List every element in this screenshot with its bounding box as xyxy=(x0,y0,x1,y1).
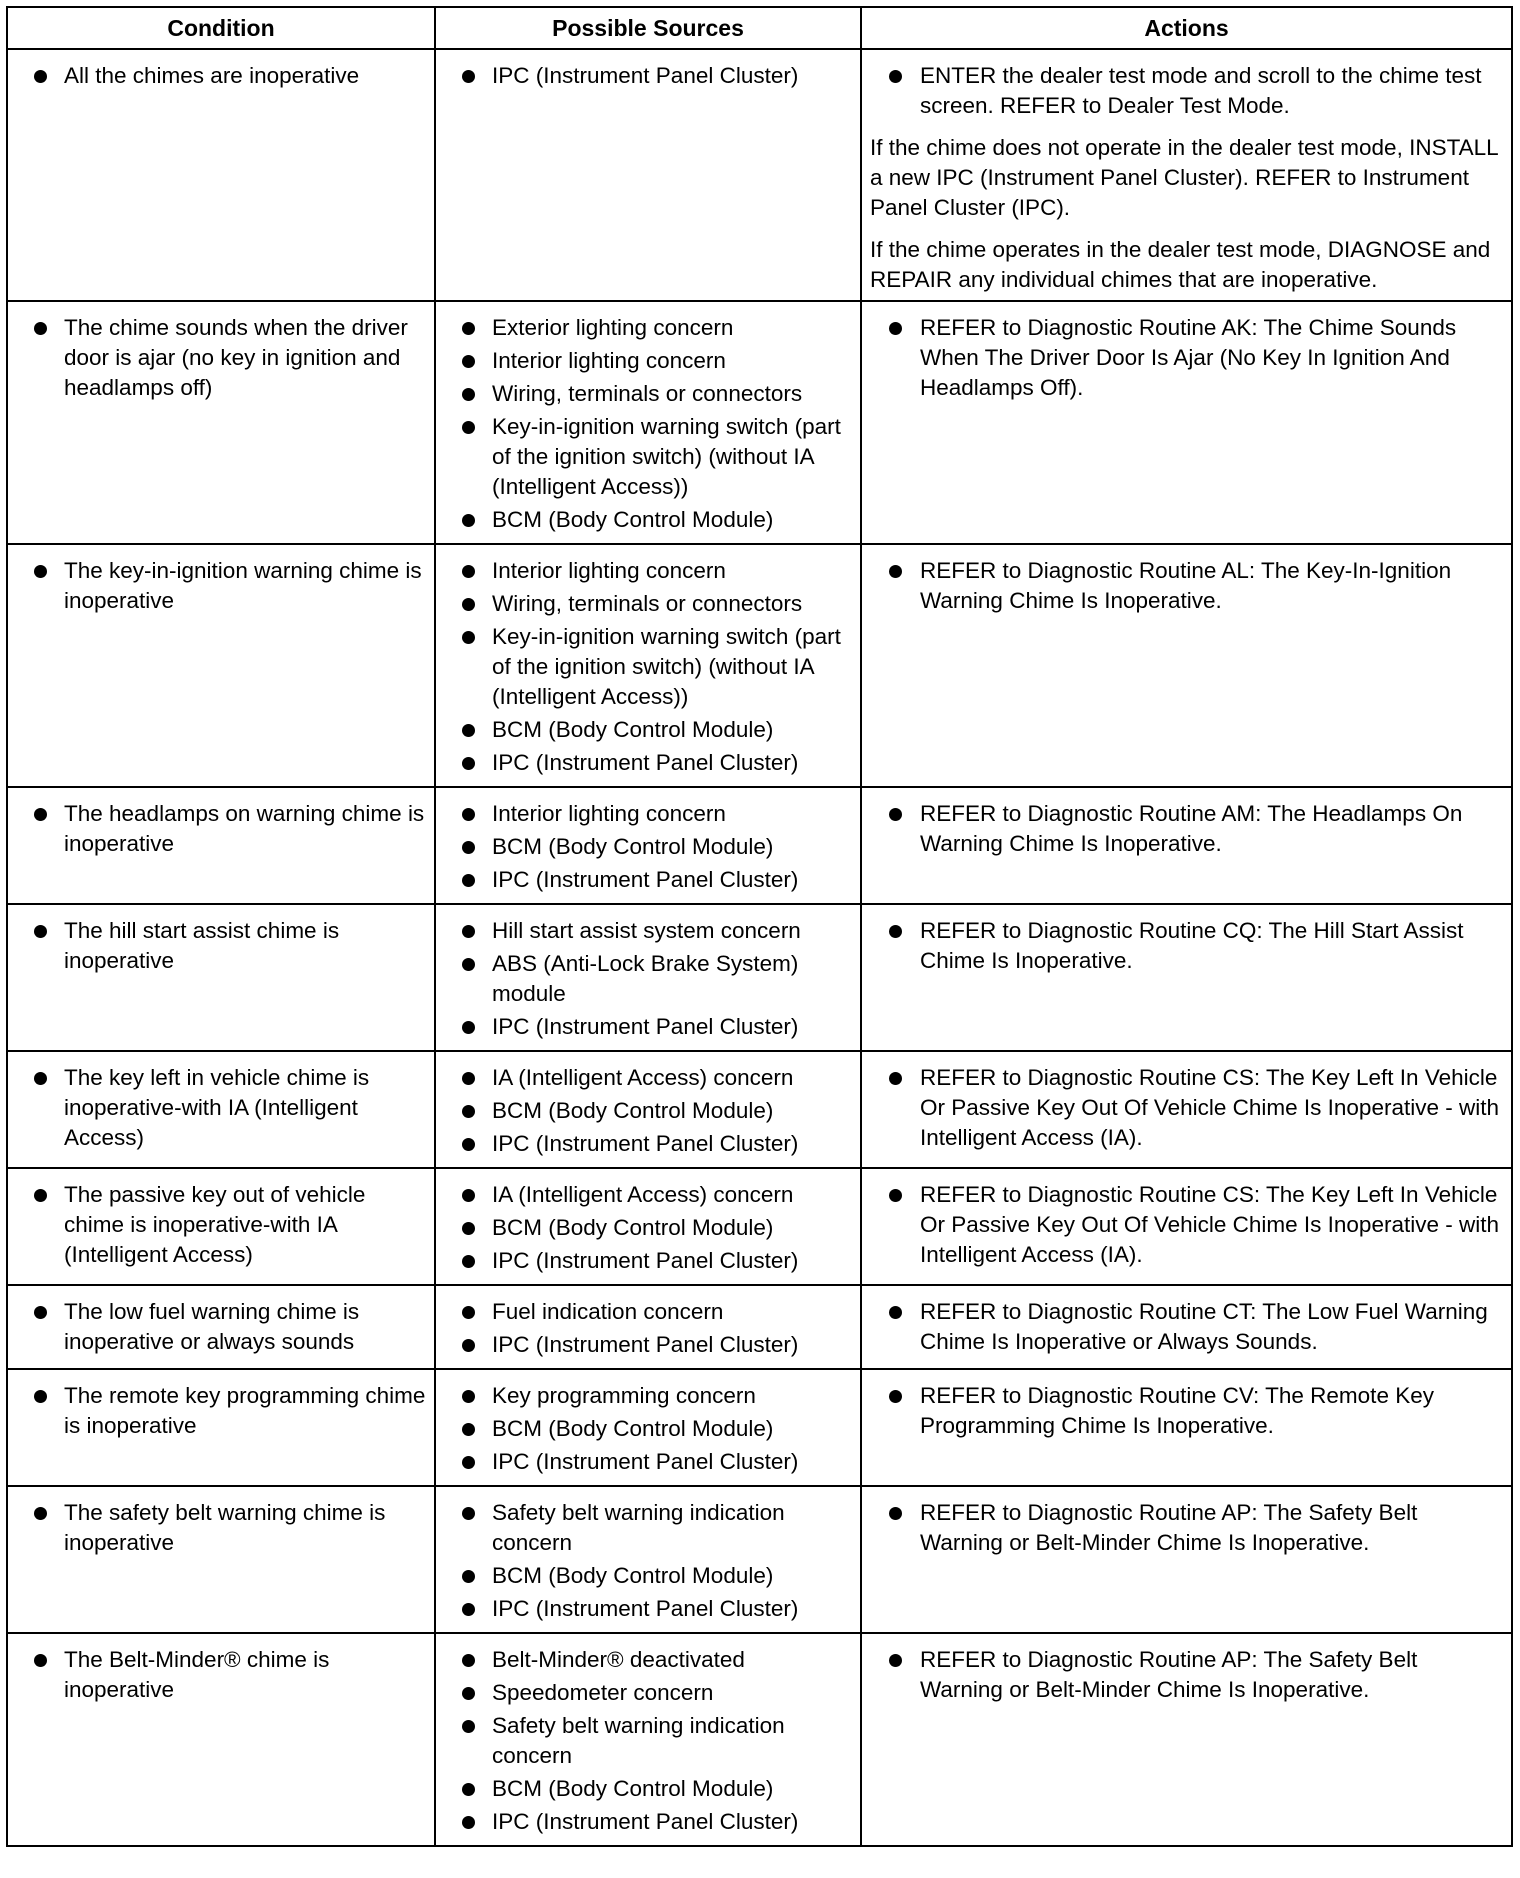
source-item: Speedometer concern xyxy=(436,1678,852,1708)
action-text: REFER to Diagnostic Routine CQ: The Hill Start Assist Chime Is Inoperative. xyxy=(862,916,1503,976)
condition-cell xyxy=(7,49,435,301)
actions-cell xyxy=(861,1051,1512,1168)
source-item: IA (Intelligent Access) concern xyxy=(436,1063,852,1093)
source-item: IPC (Instrument Panel Cluster) xyxy=(436,865,852,895)
condition-text: The key-in-ignition warning chime is inoperative xyxy=(8,556,426,616)
table-row xyxy=(7,904,1512,1051)
condition-text: The safety belt warning chime is inoperative xyxy=(8,1498,426,1558)
condition-list xyxy=(8,1063,426,1153)
source-item: Key-in-ignition warning switch (part of the ignition switch) (without IA (Intelligent Access)) xyxy=(436,412,852,502)
source-item: Exterior lighting concern xyxy=(436,313,852,343)
actions-list xyxy=(862,916,1503,976)
source-item: Key programming concern xyxy=(436,1381,852,1411)
source-item: BCM (Body Control Module) xyxy=(436,1096,852,1126)
action-text: REFER to Diagnostic Routine AP: The Safety Belt Warning or Belt-Minder Chime Is Inoperative. xyxy=(862,1498,1503,1558)
actions-list xyxy=(862,61,1503,121)
condition-text: The hill start assist chime is inoperative xyxy=(8,916,426,976)
action-text: REFER to Diagnostic Routine AK: The Chime Sounds When The Driver Door Is Ajar (No Key In Ignition And Headlamps Off). xyxy=(862,313,1503,403)
action-text: REFER to Diagnostic Routine AM: The Headlamps On Warning Chime Is Inoperative. xyxy=(862,799,1503,859)
source-item: IPC (Instrument Panel Cluster) xyxy=(436,1807,852,1837)
symptom-chart-table xyxy=(6,6,1513,1847)
sources-list xyxy=(436,61,852,91)
actions-cell xyxy=(861,301,1512,544)
table-row xyxy=(7,1168,1512,1285)
source-item: BCM (Body Control Module) xyxy=(436,1774,852,1804)
condition-cell xyxy=(7,1486,435,1633)
actions-list xyxy=(862,1063,1503,1153)
condition-list xyxy=(8,1498,426,1558)
actions-cell xyxy=(861,1369,1512,1486)
actions-cell xyxy=(861,787,1512,904)
actions-cell xyxy=(861,904,1512,1051)
condition-text: The remote key programming chime is inoperative xyxy=(8,1381,426,1441)
possible-sources-cell xyxy=(435,49,861,301)
source-item: IPC (Instrument Panel Cluster) xyxy=(436,1447,852,1477)
source-item: IPC (Instrument Panel Cluster) xyxy=(436,1594,852,1624)
sources-list xyxy=(436,1180,852,1276)
condition-list xyxy=(8,1297,426,1357)
table-row xyxy=(7,49,1512,301)
actions-list xyxy=(862,1297,1503,1357)
sources-list xyxy=(436,799,852,895)
possible-sources-cell xyxy=(435,1168,861,1285)
actions-list xyxy=(862,799,1503,859)
source-item: IPC (Instrument Panel Cluster) xyxy=(436,1129,852,1159)
source-item: BCM (Body Control Module) xyxy=(436,715,852,745)
table-row xyxy=(7,787,1512,904)
possible-sources-cell xyxy=(435,544,861,787)
source-item: IPC (Instrument Panel Cluster) xyxy=(436,1246,852,1276)
possible-sources-header: Possible Sources xyxy=(435,7,861,49)
action-text: REFER to Diagnostic Routine AL: The Key-In-Ignition Warning Chime Is Inoperative. xyxy=(862,556,1503,616)
actions-cell xyxy=(861,1285,1512,1369)
action-text: REFER to Diagnostic Routine CV: The Remote Key Programming Chime Is Inoperative. xyxy=(862,1381,1503,1441)
condition-text: All the chimes are inoperative xyxy=(8,61,426,91)
table-body xyxy=(7,49,1512,1846)
condition-cell xyxy=(7,1051,435,1168)
condition-text: The headlamps on warning chime is inoperative xyxy=(8,799,426,859)
condition-cell xyxy=(7,1168,435,1285)
actions-cell xyxy=(861,1168,1512,1285)
action-text: REFER to Diagnostic Routine CS: The Key Left In Vehicle Or Passive Key Out Of Vehicle Chime Is Inoperative - with Intelligent Access (IA). xyxy=(862,1180,1503,1270)
possible-sources-cell xyxy=(435,301,861,544)
sources-list xyxy=(436,313,852,535)
source-item: Key-in-ignition warning switch (part of the ignition switch) (without IA (Intelligent Access)) xyxy=(436,622,852,712)
action-note: If the chime operates in the dealer test mode, DIAGNOSE and REPAIR any individual chimes that are inoperative. xyxy=(870,237,1491,292)
source-item: Belt-Minder® deactivated xyxy=(436,1645,852,1675)
condition-text: The passive key out of vehicle chime is inoperative-with IA (Intelligent Access) xyxy=(8,1180,426,1270)
possible-sources-cell xyxy=(435,1486,861,1633)
condition-text: The key left in vehicle chime is inoperative-with IA (Intelligent Access) xyxy=(8,1063,426,1153)
condition-cell xyxy=(7,787,435,904)
condition-text: The Belt-Minder® chime is inoperative xyxy=(8,1645,426,1705)
source-item: Wiring, terminals or connectors xyxy=(436,589,852,619)
condition-list xyxy=(8,313,426,403)
header-row xyxy=(7,7,1512,49)
source-item: BCM (Body Control Module) xyxy=(436,505,852,535)
source-item: IA (Intelligent Access) concern xyxy=(436,1180,852,1210)
condition-list xyxy=(8,1645,426,1705)
sources-list xyxy=(436,1063,852,1159)
condition-list xyxy=(8,61,426,91)
sources-list xyxy=(436,556,852,778)
sources-list xyxy=(436,1498,852,1624)
condition-cell xyxy=(7,301,435,544)
possible-sources-cell xyxy=(435,1369,861,1486)
source-item: Interior lighting concern xyxy=(436,556,852,586)
possible-sources-cell xyxy=(435,787,861,904)
source-item: Interior lighting concern xyxy=(436,799,852,829)
condition-list xyxy=(8,1381,426,1441)
action-text: REFER to Diagnostic Routine AP: The Safety Belt Warning or Belt-Minder Chime Is Inoperative. xyxy=(862,1645,1503,1705)
possible-sources-cell xyxy=(435,1633,861,1846)
source-item: Fuel indication concern xyxy=(436,1297,852,1327)
possible-sources-cell xyxy=(435,904,861,1051)
actions-cell xyxy=(861,544,1512,787)
source-item: IPC (Instrument Panel Cluster) xyxy=(436,1330,852,1360)
table-row xyxy=(7,1486,1512,1633)
sources-list xyxy=(436,1381,852,1477)
condition-list xyxy=(8,1180,426,1270)
actions-header: Actions xyxy=(861,7,1512,49)
condition-cell xyxy=(7,1369,435,1486)
source-item: Wiring, terminals or connectors xyxy=(436,379,852,409)
possible-sources-cell xyxy=(435,1051,861,1168)
possible-sources-cell xyxy=(435,1285,861,1369)
table-row xyxy=(7,1285,1512,1369)
actions-cell xyxy=(861,1486,1512,1633)
action-text: REFER to Diagnostic Routine CS: The Key Left In Vehicle Or Passive Key Out Of Vehicle Chime Is Inoperative - with Intelligent Access (IA). xyxy=(862,1063,1503,1153)
condition-list xyxy=(8,916,426,976)
actions-list xyxy=(862,1381,1503,1441)
source-item: BCM (Body Control Module) xyxy=(436,1414,852,1444)
source-item: Interior lighting concern xyxy=(436,346,852,376)
condition-list xyxy=(8,556,426,616)
condition-cell xyxy=(7,544,435,787)
table-row xyxy=(7,1369,1512,1486)
condition-cell xyxy=(7,1633,435,1846)
condition-list xyxy=(8,799,426,859)
source-item: Safety belt warning indication concern xyxy=(436,1498,852,1558)
source-item: BCM (Body Control Module) xyxy=(436,1561,852,1591)
source-item: IPC (Instrument Panel Cluster) xyxy=(436,61,852,91)
source-item: BCM (Body Control Module) xyxy=(436,832,852,862)
actions-cell xyxy=(861,49,1512,301)
source-item: BCM (Body Control Module) xyxy=(436,1213,852,1243)
condition-header: Condition xyxy=(7,7,435,49)
source-item: Hill start assist system concern xyxy=(436,916,852,946)
sources-list xyxy=(436,1645,852,1837)
condition-text: The chime sounds when the driver door is ajar (no key in ignition and headlamps off) xyxy=(8,313,426,403)
table-row xyxy=(7,301,1512,544)
source-item: Safety belt warning indication concern xyxy=(436,1711,852,1771)
condition-cell xyxy=(7,1285,435,1369)
action-text: REFER to Diagnostic Routine CT: The Low Fuel Warning Chime Is Inoperative or Always Sounds. xyxy=(862,1297,1503,1357)
action-text: ENTER the dealer test mode and scroll to the chime test screen. REFER to Dealer Test Mode. xyxy=(862,61,1503,121)
actions-list xyxy=(862,556,1503,616)
action-note: If the chime does not operate in the dealer test mode, INSTALL a new IPC (Instrument Panel Cluster). REFER to Instrument Panel Cluster (IPC). xyxy=(870,135,1498,220)
table-row xyxy=(7,1633,1512,1846)
condition-text: The low fuel warning chime is inoperative or always sounds xyxy=(8,1297,426,1357)
table-row xyxy=(7,544,1512,787)
source-item: ABS (Anti-Lock Brake System) module xyxy=(436,949,852,1009)
source-item: IPC (Instrument Panel Cluster) xyxy=(436,1012,852,1042)
actions-cell xyxy=(861,1633,1512,1846)
actions-list xyxy=(862,1180,1503,1270)
sources-list xyxy=(436,916,852,1042)
sources-list xyxy=(436,1297,852,1360)
actions-list xyxy=(862,1645,1503,1705)
actions-list xyxy=(862,313,1503,403)
source-item: IPC (Instrument Panel Cluster) xyxy=(436,748,852,778)
condition-cell xyxy=(7,904,435,1051)
table-row xyxy=(7,1051,1512,1168)
actions-list xyxy=(862,1498,1503,1558)
